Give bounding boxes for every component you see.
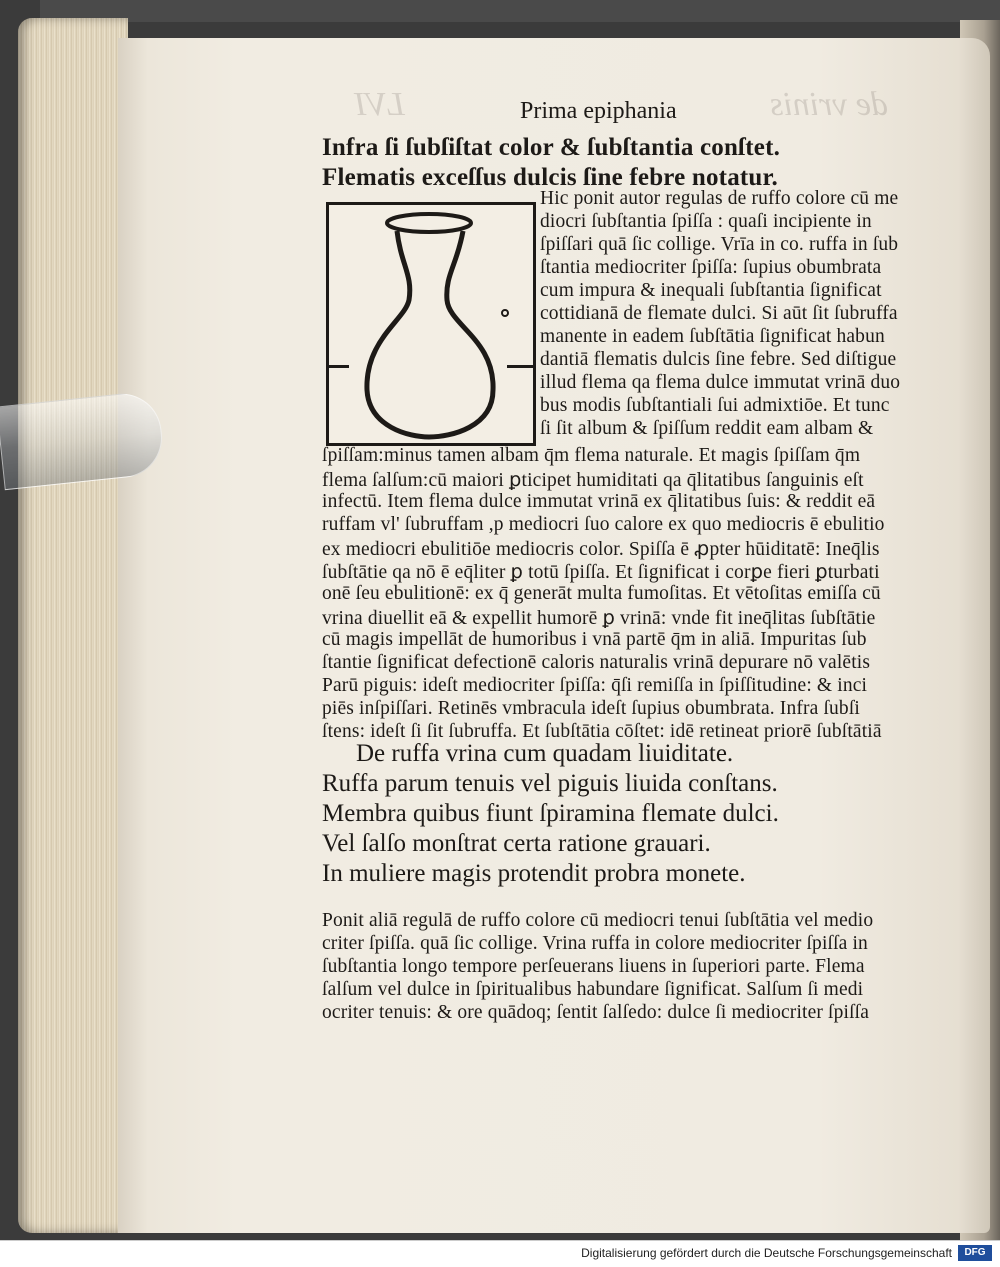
commentary-line: ſtens: ideſt ſi ſit ſubruffa. Et ſubſtātia cōſtet: idē retineat priorē ſubſtātiā: [322, 721, 882, 742]
commentary-line: vrina diuellit eā & expellit humorē ꝑ vrinā: vnde fit ineq̄litas ſubſtātie: [322, 608, 876, 629]
commentary-line: ſtantia mediocriter ſpiſſa: ſupius obumbrata: [540, 257, 882, 278]
commentary-line: ſalſum vel dulce in ſpiritualibus habundare ſignificat. Salſum ſi medi: [322, 979, 864, 1000]
urine-flask-woodcut: [326, 202, 536, 446]
commentary-line: ſtantie ſignificat defectionē caloris naturalis vrinā depurare nō valētis: [322, 652, 871, 673]
commentary-line: Parū piguis: ideſt mediocriter ſpiſſa: q̄ſi remiſſa in ſpiſſitudine: & inci: [322, 675, 868, 696]
dfg-logo-icon: DFG: [958, 1245, 992, 1261]
commentary-line: cum impura & inequali ſubſtantia ſignificat: [540, 280, 882, 301]
verse-line: Flematis exceſſus dulcis ſine febre notatur.: [322, 164, 778, 191]
commentary-line: flema ſalſum:cū maiori ꝑticipet humiditati qa q̄litatibus ſanguinis eſt: [322, 470, 864, 491]
commentary-line: ocriter tenuis: & ore quādoq; ſentit ſalſedo: dulce ſi mediocriter ſpiſſa: [322, 1002, 870, 1023]
commentary-line: bus modis ſubſtantiali ſui admixtiōe. Et tunc: [540, 395, 890, 416]
show-through-text: de vrinis: [770, 86, 889, 123]
commentary-line: dantiā flematis dulcis ſine febre. Sed diſtigue: [540, 349, 897, 370]
commentary-line: illud flema qa flema dulce immutat vrinā duo: [540, 372, 901, 393]
commentary-line: manente in eadem ſubſtātia ſignificat habun: [540, 326, 885, 347]
commentary-line: ſpiſſari quā ſic collige. Vrīa in co. ruffa in ſub: [540, 234, 899, 255]
flask-icon: [329, 205, 533, 443]
commentary-line: criter ſpiſſa. quā ſic collige. Vrina ruffa in colore mediocriter ſpiſſa in: [322, 933, 868, 954]
commentary-line: ſi ſit album & ſpiſſum reddit eam albam &: [540, 418, 874, 439]
commentary-line: ruffam vl' ſubruffam ,p mediocri ſuo calore ex quo mediocris ē ebulitio: [322, 514, 885, 535]
book-cover-edge: [40, 0, 1000, 22]
verse-line: In muliere magis protendit probra monete.: [322, 860, 746, 887]
verse-line: Infra ſi ſubſiſtat color & ſubſtantia conſtet.: [322, 134, 781, 161]
commentary-line: piēs inſpiſſari. Retinēs vmbracula ideſt ſupius obumbrata. Infra ſubſi: [322, 698, 860, 719]
running-head: Prima epiphania: [520, 98, 677, 124]
funding-credit: Digitalisierung gefördert durch die Deutsche Forschungsgemeinschaft: [581, 1246, 952, 1260]
footer-bar: [0, 1240, 1000, 1267]
verse-line: Vel ſalſo monſtrat certa ratione grauari.: [322, 830, 711, 857]
page-stack-edges: [18, 18, 128, 1233]
verse-line: Membra quibus fiunt ſpiramina flemate dulci.: [322, 800, 779, 827]
commentary-line: ſubſtātie qa nō ē eq̄liter ꝑ totū ſpiſſa. Et ſignificat i corꝑe fieri ꝑturbati: [322, 562, 880, 583]
commentary-line: cottidianā de flemate dulci. Si aūt ſit ſubruffa: [540, 303, 898, 324]
commentary-line: infectū. Item flema dulce immutat vrinā ex q̄litatibus ſuis: & reddit eā: [322, 491, 876, 512]
show-through-folio: LVI: [355, 86, 405, 123]
section-heading: De ruffa vrina cum quadam liuiditate.: [356, 740, 734, 767]
commentary-line: ex mediocri ebulitiōe mediocris color. Spiſſa ē ꝓpter hūiditatē: Ineq̄lis: [322, 539, 880, 560]
commentary-line: diocri ſubſtantia ſpiſſa : quaſi incipiente in: [540, 211, 872, 232]
commentary-line: onē ſeu ebulitionē: ex q̄ generāt multa fumoſitas. Et vētoſitas emiſſa cū: [322, 583, 881, 604]
commentary-line: ſubſtantia longo tempore perſeuerans liuens in ſuperiori parte. Flema: [322, 956, 865, 977]
verse-line: Ruffa parum tenuis vel piguis liuida conſtans.: [322, 770, 778, 797]
commentary-line: cū magis impellāt de humoribus i vnā partē q̄m in aliā. Impuritas ſub: [322, 629, 867, 650]
commentary-line: Ponit aliā regulā de ruffo colore cū mediocri tenui ſubſtātia vel medio: [322, 910, 874, 931]
commentary-line: ſpiſſam:minus tamen albam q̄m flema naturale. Et magis ſpiſſam q̄m: [322, 445, 861, 466]
commentary-line: Hic ponit autor regulas de ruffo colore cū me: [540, 188, 899, 209]
